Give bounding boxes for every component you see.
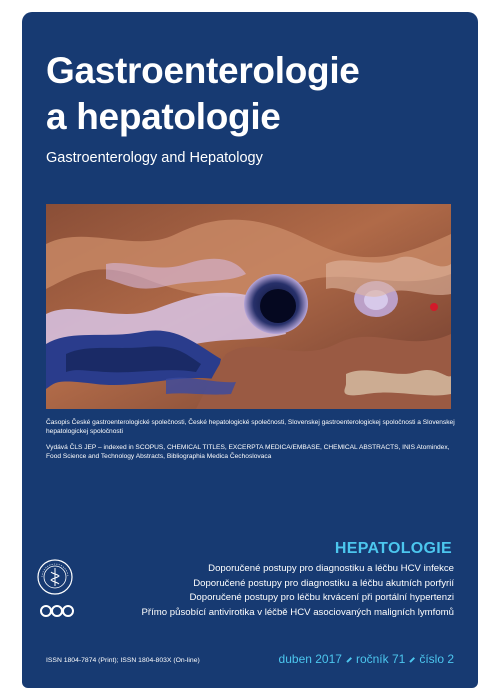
article-title: Doporučené postupy pro diagnostiku a léčbu HCV infekce (208, 563, 454, 574)
cover-micrograph (46, 204, 451, 409)
journal-title-line2: a hepatologie (46, 96, 281, 137)
article-list (142, 562, 454, 620)
society-info: Časopis České gastroenterologické společnosti, České hepatologické společnosti, Slovenskej gastroenterologickej spoločnosti a Slovenskej hepatologickej spoločnosti (46, 419, 455, 435)
section-title: HEPATOLOGIE (334, 540, 452, 557)
issue-info (279, 652, 454, 666)
slash-separator (410, 657, 415, 662)
journal-cover (22, 12, 478, 688)
article-title: Doporučené postupy pro léčbu krvácení při portální hypertenzi (189, 592, 454, 603)
article-title: Přímo působící antivirotika v léčbě HCV asociovaných maligních lymfomů (141, 606, 454, 618)
medical-society-seal-icon (36, 558, 74, 596)
journal-title-line1: Gastroenterologie (46, 50, 360, 91)
indexing-info: Vydává ČLS JEP – indexed in SCOPUS, CHEMICAL TITLES, EXCERPTA MEDICA/EMBASE, CHEMICAL ABSTRACTS, INIS Atomindex, Food Science and Technology Abstracts, Bibliographia Medica Čechoslovaca (46, 444, 450, 460)
issue-volume: ročník 71 (355, 652, 406, 666)
issue-number: číslo 2 (419, 652, 454, 666)
sgs-logo (40, 602, 74, 620)
slash-separator (346, 657, 351, 662)
article-title: Doporučené postupy pro diagnostiku a léčbu akutních porfyrií (193, 577, 454, 589)
issn-info: ISSN 1804-7874 (Print); ISSN 1804-803X (On-line) (46, 657, 200, 664)
journal-subtitle: Gastroenterology and Hepatology (46, 150, 263, 166)
issue-date: duben 2017 (278, 652, 342, 666)
micrograph-image (46, 204, 451, 409)
